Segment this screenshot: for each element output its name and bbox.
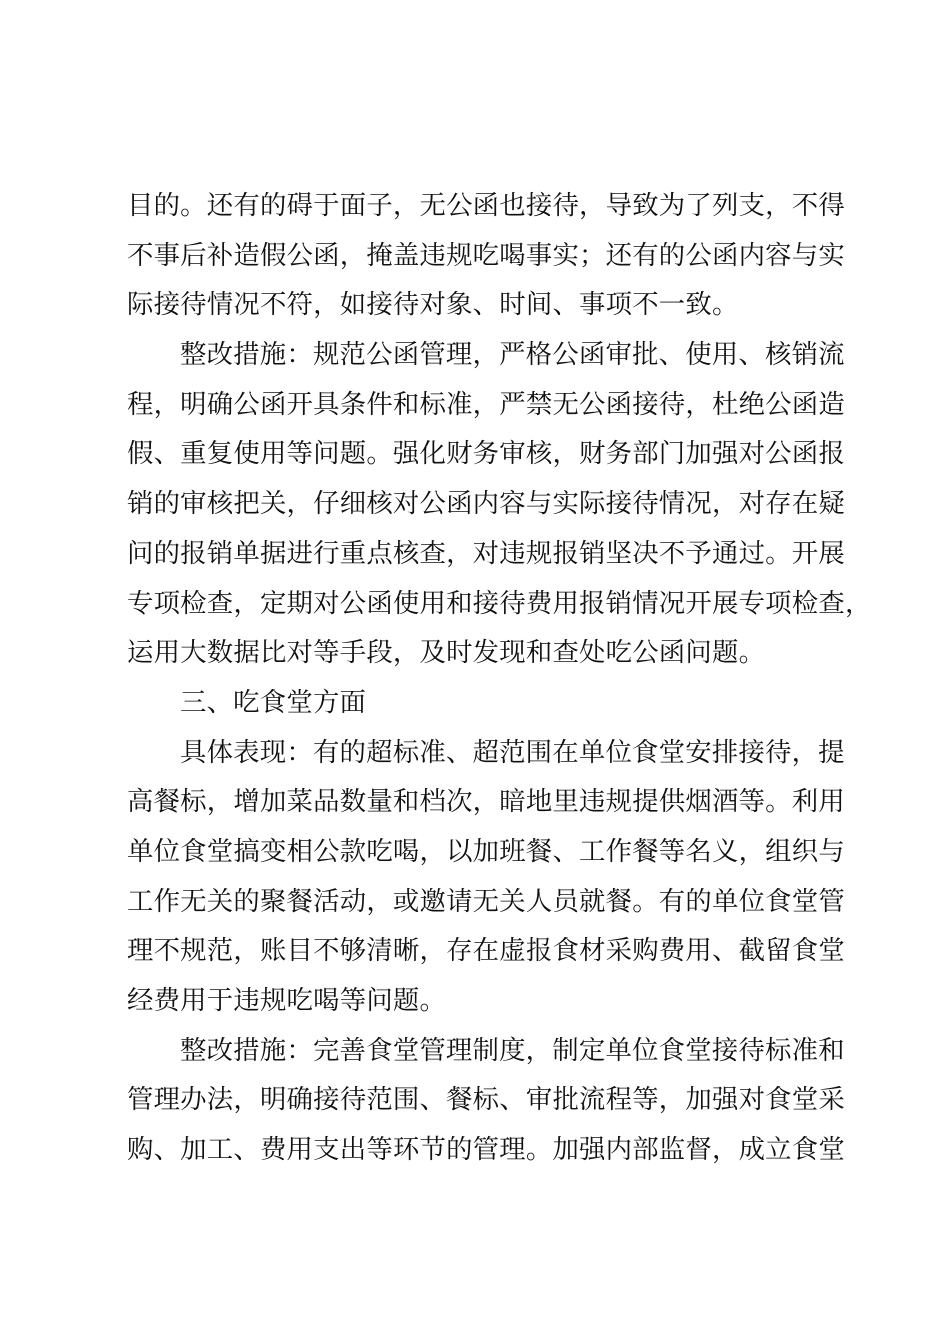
text-line: 运用大数据比对等手段，及时发现和查处吃公函问题。 <box>127 637 766 669</box>
text-line: 假、重复使用等问题。强化财务审核，财务部门加强对公函报 <box>127 438 845 470</box>
text-line: 程，明确公函开具条件和标准，严禁无公函接待，杜绝公函造 <box>127 388 845 420</box>
text-line: 整改措施：规范公函管理，严格公函审批、使用、核销流 <box>180 339 845 371</box>
body-text <box>127 181 872 1175</box>
text-line: 购、加工、费用支出等环节的管理。加强内部监督，成立食堂 <box>127 1134 845 1166</box>
text-line: 专项检查，定期对公函使用和接待费用报销情况开展专项检查， <box>127 587 872 619</box>
text-line: 单位食堂搞变相公款吃喝，以加班餐、工作餐等名义，组织与 <box>127 835 845 867</box>
text-line: 工作无关的聚餐活动，或邀请无关人员就餐。有的单位食堂管 <box>127 885 845 917</box>
text-line: 际接待情况不符，如接待对象、时间、事项不一致。 <box>127 289 739 321</box>
text-line: 具体表现：有的超标准、超范围在单位食堂安排接待，提 <box>180 736 845 768</box>
text-line: 不事后补造假公函，掩盖违规吃喝事实；还有的公函内容与实 <box>127 239 845 271</box>
text-line: 问的报销单据进行重点核查，对违规报销坚决不予通过。开展 <box>127 537 845 569</box>
text-line: 理不规范，账目不够清晰，存在虚报食材采购费用、截留食堂 <box>127 935 845 967</box>
text-line: 三、吃食堂方面 <box>180 686 367 718</box>
text-line: 目的。还有的碍于面子，无公函也接待，导致为了列支，不得 <box>127 190 845 221</box>
text-line: 整改措施：完善食堂管理制度，制定单位食堂接待标准和 <box>180 1034 845 1066</box>
text-line: 经费用于违规吃喝等问题。 <box>127 985 447 1016</box>
text-line: 销的审核把关，仔细核对公函内容与实际接待情况，对存在疑 <box>127 488 845 520</box>
text-line: 高餐标，增加菜品数量和档次，暗地里违规提供烟酒等。利用 <box>127 786 845 818</box>
text-line: 管理办法，明确接待范围、餐标、审批流程等，加强对食堂采 <box>127 1084 845 1116</box>
